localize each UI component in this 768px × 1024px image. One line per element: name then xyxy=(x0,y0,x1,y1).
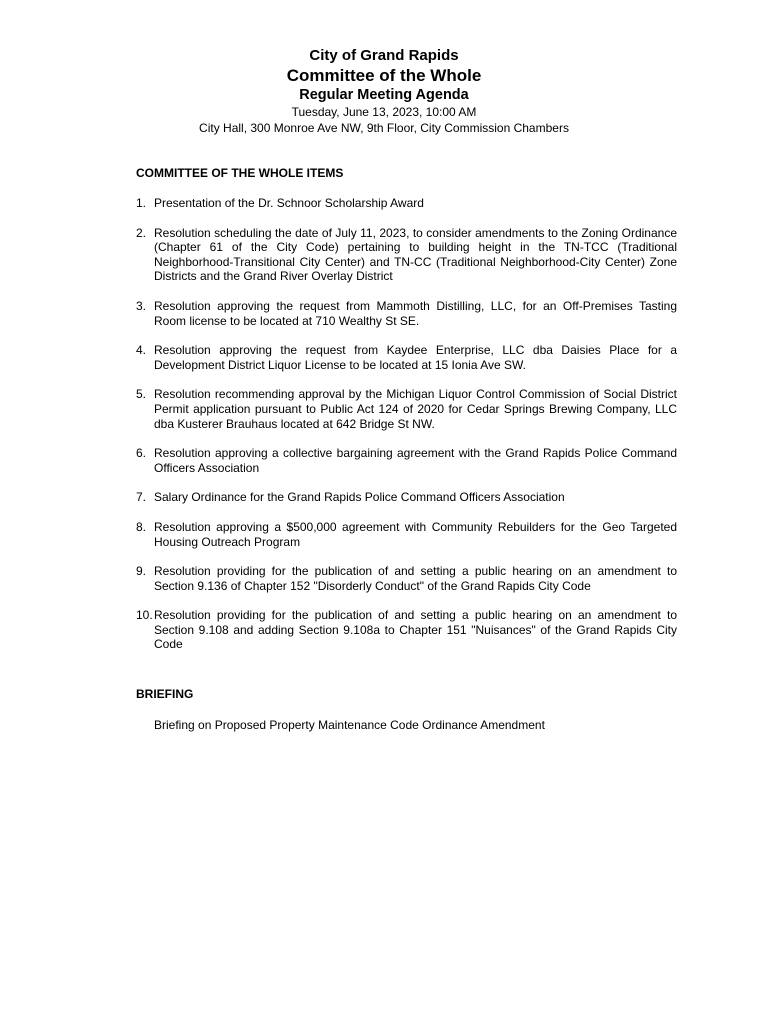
agenda-item xyxy=(136,299,677,328)
agenda-item-text: Resolution scheduling the date of July 11, 2023, to consider amendments to the Zoning Ordinance (Chapter 61 of the City Code) pertaining to building height in the TN-TCC (Traditional Neighborhood-Transitional City Center) and TN-CC (Traditional Neighborhood-City Center) Zone Districts and the Grand River Overlay District xyxy=(154,225,677,284)
agenda-item-number: 8. xyxy=(136,519,147,534)
agenda-item-number: 1. xyxy=(136,196,147,210)
agenda-item-text: Resolution recommending approval by the Michigan Liquor Control Commission of Social District Permit application pursuant to Public Act 124 of 2020 for Cedar Springs Brewing Company, LLC dba Kusterer Brauhaus located at 642 Bridge St NW. xyxy=(154,387,677,431)
agenda-item-text: Resolution providing for the publication of and setting a public hearing on an amendment to Section 9.136 of Chapter 152 "Disorderly Conduct" of the Grand Rapids City Code xyxy=(154,564,677,593)
meeting-location: City Hall, 300 Monroe Ave NW, 9th Floor, City Commission Chambers xyxy=(199,121,569,135)
org-name: City of Grand Rapids xyxy=(309,47,459,64)
agenda-items-list xyxy=(136,196,677,667)
briefing-heading: BRIEFING xyxy=(136,687,194,701)
agenda-item-text: Resolution approving the request from Mammoth Distilling, LLC, for an Off-Premises Tasting Room license to be located at 710 Wealthy St SE. xyxy=(154,298,677,328)
agenda-item xyxy=(136,608,677,652)
agenda-item-text: Salary Ordinance for the Grand Rapids Police Command Officers Association xyxy=(154,490,565,505)
agenda-item xyxy=(136,387,677,431)
agenda-header xyxy=(0,47,768,136)
agenda-item-text: Resolution approving a collective bargaining agreement with the Grand Rapids Police Command Officers Association xyxy=(154,446,677,475)
agenda-item-text: Resolution approving a $500,000 agreement with Community Rebuilders for the Geo Targeted Housing Outreach Program xyxy=(154,519,677,549)
agenda-item xyxy=(136,226,677,284)
agenda-item-text: Resolution providing for the publication of and setting a public hearing on an amendment to Section 9.108 and adding Section 9.108a to Chapter 151 "Nuisances" of the Grand Rapids City Code xyxy=(154,608,677,652)
agenda-item-text: Resolution approving the request from Kaydee Enterprise, LLC dba Daisies Place for a Development District Liquor License to be located at 15 Ionia Ave SW. xyxy=(154,343,677,372)
agenda-item xyxy=(136,446,677,475)
items-heading: COMMITTEE OF THE WHOLE ITEMS xyxy=(136,166,344,180)
agenda-item-number: 9. xyxy=(136,564,147,579)
agenda-item-number: 4. xyxy=(136,343,147,358)
agenda-item xyxy=(136,343,677,372)
agenda-item-number: 3. xyxy=(136,298,147,313)
meeting-type: Regular Meeting Agenda xyxy=(299,87,469,103)
meeting-datetime: Tuesday, June 13, 2023, 10:00 AM xyxy=(291,105,477,119)
agenda-item-text: Presentation of the Dr. Schnoor Scholarship Award xyxy=(154,196,424,210)
agenda-item-number: 6. xyxy=(136,446,147,461)
agenda-item xyxy=(136,490,677,505)
committee-title: Committee of the Whole xyxy=(286,66,482,85)
agenda-item xyxy=(136,564,677,593)
agenda-item-number: 10. xyxy=(136,608,153,623)
agenda-item-number: 2. xyxy=(136,225,147,240)
agenda-item-number: 7. xyxy=(136,490,147,505)
agenda-item-number: 5. xyxy=(136,387,147,402)
agenda-item xyxy=(136,196,677,211)
agenda-item xyxy=(136,520,677,549)
briefing-text: Briefing on Proposed Property Maintenance Code Ordinance Amendment xyxy=(154,718,545,732)
